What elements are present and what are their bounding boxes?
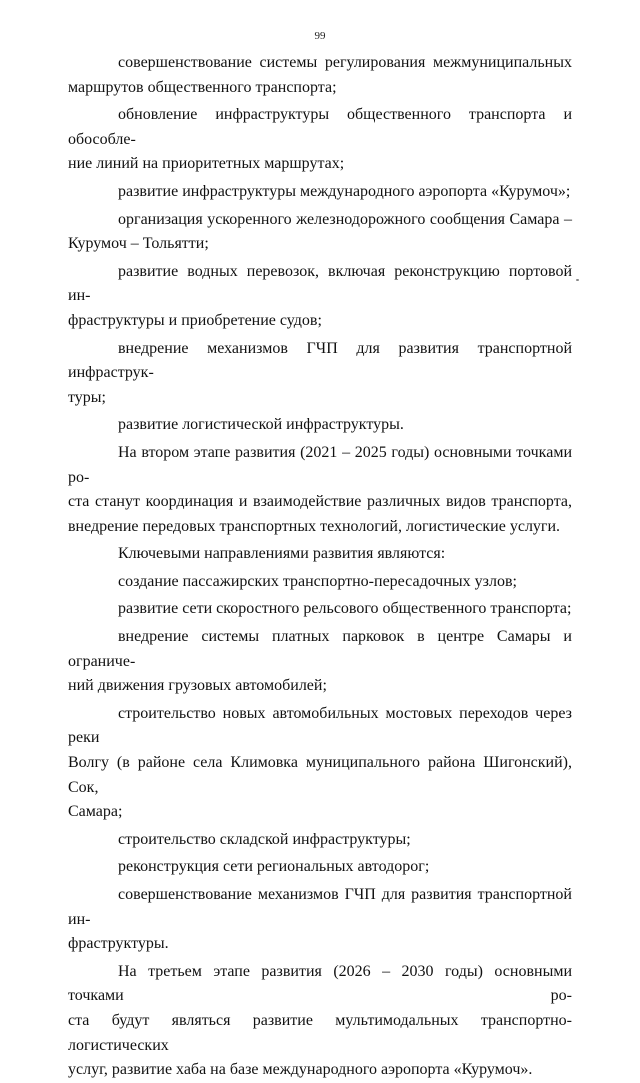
paragraph-line: ста станут координация и взаимодействие различных видов транспорта,	[68, 493, 572, 511]
paragraph	[68, 103, 572, 177]
paragraph	[68, 441, 572, 539]
paragraph	[68, 625, 572, 699]
paragraph-line: Волгу (в районе села Климовка муниципального района Шигонский), Сок,	[68, 754, 572, 796]
paragraph-line: развитие инфраструктуры международного аэропорта «Курумоч»;	[118, 182, 571, 200]
paragraph-line: обновление инфраструктуры общественного транспорта и обособле-	[68, 106, 572, 148]
paragraph-line: фраструктуры и приобретение судов;	[68, 311, 322, 329]
paragraph-line: маршрутов общественного транспорта;	[68, 78, 337, 96]
paragraph	[68, 413, 572, 438]
paragraph	[68, 337, 572, 411]
paragraph-line: развитие сети скоростного рельсового общественного транспорта;	[118, 600, 572, 618]
paragraph-line: внедрение системы платных парковок в центре Самары и ограниче-	[68, 628, 572, 670]
paragraph	[68, 702, 572, 825]
paragraph	[68, 180, 572, 205]
paragraph-line: совершенствование системы регулирования межмуниципальных	[118, 54, 572, 71]
paragraph-line: развитие логистической инфраструктуры.	[118, 416, 404, 434]
paragraph-line: Самара;	[68, 803, 123, 821]
paragraph-line: ста будут являться развитие мультимодальных транспортно-логистических	[68, 1011, 572, 1054]
paragraph-line: внедрение механизмов ГЧП для развития транспортной инфраструк-	[68, 339, 572, 382]
paragraph-line: развитие водных перевозок, включая реконструкцию портовой ин-	[68, 262, 572, 305]
paragraph-line: строительство новых автомобильных мостовых переходов через реки	[68, 704, 572, 747]
paragraph-line: создание пассажирских транспортно-пересадочных узлов;	[118, 572, 517, 590]
paragraph	[68, 570, 572, 595]
paragraph-line: На втором этапе развития (2021 – 2025 годы) основными точками ро-	[68, 443, 572, 486]
paragraph	[68, 542, 572, 567]
paragraph	[68, 960, 572, 1083]
paragraph-line: ний движения грузовых автомобилей;	[68, 677, 327, 695]
paragraph-line: внедрение передовых транспортных технологий, логистические услуги.	[68, 517, 561, 535]
paragraph-line: реконструкция сети региональных автодорог;	[118, 858, 430, 876]
paragraph	[68, 260, 572, 334]
paragraph-line: На третьем этапе развития (2026 – 2030 годы) основными точками ро-	[68, 962, 572, 1005]
paragraph	[68, 883, 572, 957]
paragraph	[68, 855, 572, 880]
paragraph-line: ние линий на приоритетных маршрутах;	[68, 155, 345, 173]
document-body	[68, 51, 572, 1083]
paragraph-line: Ключевыми направлениями развития являются:	[118, 545, 446, 563]
paragraph-line: туры;	[68, 388, 106, 406]
page-number: 99	[314, 30, 326, 42]
paragraph	[68, 828, 572, 853]
scan-speck	[576, 279, 579, 281]
paragraph-line: совершенствование механизмов ГЧП для развития транспортной ин-	[68, 886, 572, 928]
paragraph-line: Курумоч – Тольятти;	[68, 235, 209, 253]
paragraph-line: услуг, развитие хаба на базе международного аэропорта «Курумоч».	[68, 1061, 533, 1079]
paragraph-line: строительство складской инфраструктуры;	[118, 830, 411, 848]
paragraph-line: организация ускоренного железнодорожного сообщения Самара –	[118, 210, 572, 228]
paragraph-line: фраструктуры.	[68, 935, 169, 953]
paragraph	[68, 597, 572, 622]
paragraph	[68, 208, 572, 257]
paragraph	[68, 51, 572, 100]
